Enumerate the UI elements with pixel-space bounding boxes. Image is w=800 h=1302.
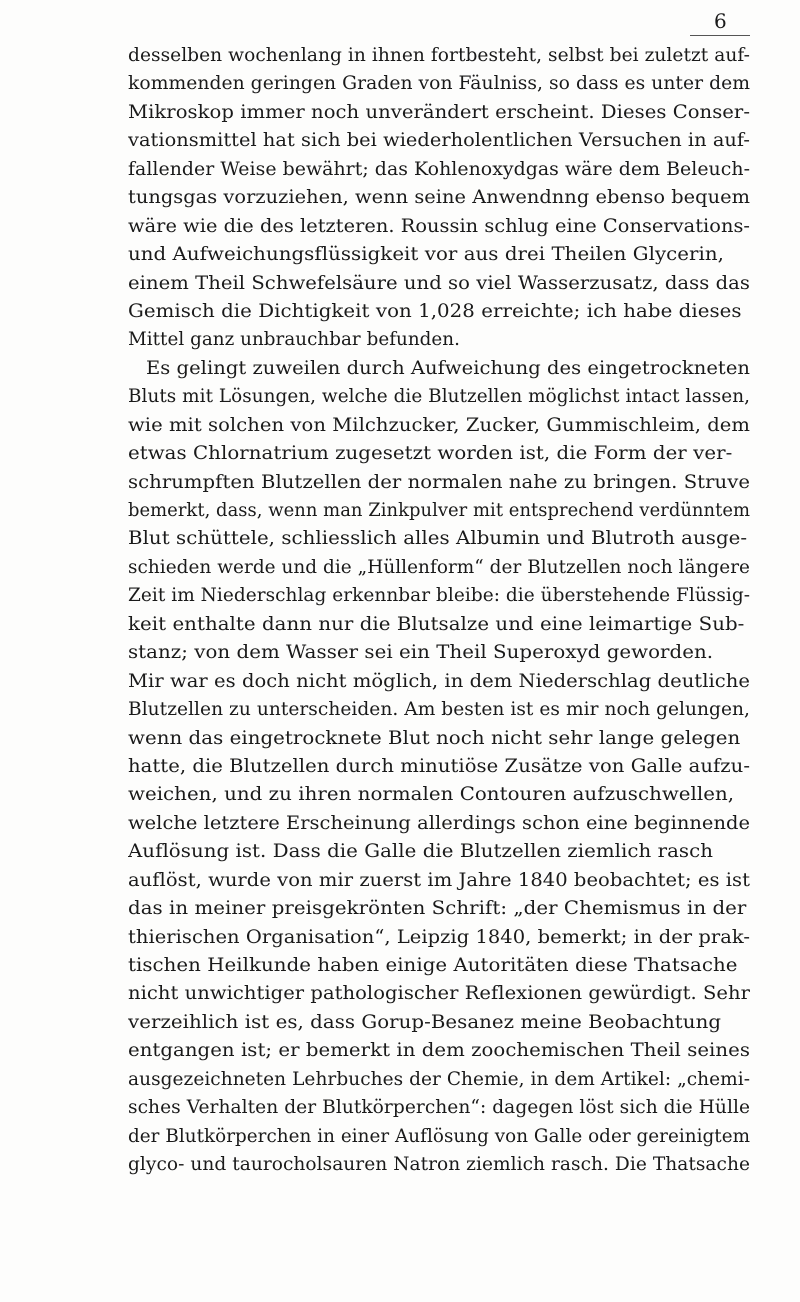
text-line: sches Verhalten der Blutkörperchen“: dagegen löst sich die Hülle: [128, 1097, 750, 1119]
body-text: [128, 42, 800, 1180]
text-line: etwas Chlornatrium zugesetzt worden ist, die Form der ver-: [128, 443, 733, 465]
text-line: bemerkt, dass, wenn man Zinkpulver mit entsprechend verdünntem: [128, 500, 750, 521]
text-line: wenn das eingetrocknete Blut noch nicht sehr lange gelegen: [128, 727, 741, 749]
text-line: Blut schüttele, schliesslich alles Albumin und Blutroth ausge-: [128, 528, 748, 550]
text-line: keit enthalte dann nur die Blutsalze und eine leimartige Sub-: [128, 613, 745, 635]
text-line: schieden werde und die „Hüllenform“ der Blutzellen noch längere: [128, 556, 750, 578]
text-line: der Blutkörperchen in einer Auflösung von Galle oder gereinigtem: [128, 1125, 750, 1147]
text-line: welche letztere Erscheinung allerdings schon eine beginnende: [128, 812, 750, 834]
text-line: auflöst, wurde von mir zuerst im Jahre 1840 beobachtet; es ist: [128, 869, 750, 891]
text-line: Es gelingt zuweilen durch Aufweichung des eingetrockneten: [146, 357, 750, 379]
header-rule: [690, 35, 750, 36]
text-line: vationsmittel hat sich bei wiederholentlichen Versuchen in auf-: [128, 130, 750, 152]
text-line: Zeit im Niederschlag erkennbar bleibe: die überstehende Flüssig-: [128, 585, 750, 607]
text-line: und Aufweichungsflüssigkeit vor aus drei Theilen Glycerin,: [128, 244, 724, 266]
text-line: kommenden geringen Graden von Fäulniss, so dass es unter dem: [128, 73, 750, 95]
text-line: nicht unwichtiger pathologischer Reflexionen gewürdigt. Sehr: [128, 983, 751, 1005]
text-line: Auflösung ist. Dass die Galle die Blutzellen ziemlich rasch: [128, 841, 713, 863]
text-line: tischen Heilkunde haben einige Autoritäten diese Thatsache: [128, 955, 738, 976]
text-line: einem Theil Schwefelsäure und so viel Wasserzusatz, dass das: [128, 272, 750, 294]
text-line: Blutzellen zu unterscheiden. Am besten ist es mir noch gelungen,: [128, 699, 750, 721]
text-line: wäre wie die des letzteren. Roussin schlug eine Conservations-: [128, 215, 750, 237]
text-line: das in meiner preisgekrönten Schrift: „der Chemismus in der: [128, 898, 747, 920]
text-line: glyco- und taurocholsauren Natron ziemlich rasch. Die Thatsache: [128, 1154, 750, 1176]
text-line: hatte, die Blutzellen durch minutiöse Zusätze von Galle aufzu-: [128, 755, 750, 777]
text-line: stanz; von dem Wasser sei ein Theil Superoxyd geworden.: [128, 642, 714, 664]
text-line: verzeihlich ist es, dass Gorup-Besanez meine Beobachtung: [128, 1011, 722, 1033]
page-number: 6: [714, 9, 728, 33]
text-line: thierischen Organisation“, Leipzig 1840, bemerkt; in der prak-: [128, 926, 750, 948]
text-line: weichen, und zu ihren normalen Contouren aufzuschwellen,: [128, 784, 735, 806]
text-line: Mittel ganz unbrauchbar befunden.: [128, 329, 460, 351]
text-line: Mir war es doch nicht möglich, in dem Niederschlag deutliche: [128, 670, 750, 692]
text-line: schrumpften Blutzellen der normalen nahe zu bringen. Struve: [128, 471, 750, 493]
text-line: tungsgas vorzuziehen, wenn seine Anwendnng ebenso bequem: [128, 187, 750, 209]
text-line: ausgezeichneten Lehrbuches der Chemie, in dem Artikel: „chemi-: [128, 1068, 751, 1090]
text-line: fallender Weise bewährt; das Kohlenoxydgas wäre dem Beleuch-: [128, 158, 750, 180]
text-line: desselben wochenlang in ihnen fortbesteht, selbst bei zuletzt auf-: [128, 45, 751, 66]
text-line: wie mit solchen von Milchzucker, Zucker, Gummischleim, dem: [128, 414, 750, 436]
text-line: Mikroskop immer noch unverändert erscheint. Dieses Conser-: [128, 101, 750, 123]
text-line: entgangen ist; er bemerkt in dem zoochemischen Theil seines: [128, 1040, 750, 1062]
text-line: Gemisch die Dichtigkeit von 1,028 erreichte; ich habe dieses: [128, 300, 742, 322]
text-line: Bluts mit Lösungen, welche die Blutzellen möglichst intact lassen,: [128, 386, 751, 408]
